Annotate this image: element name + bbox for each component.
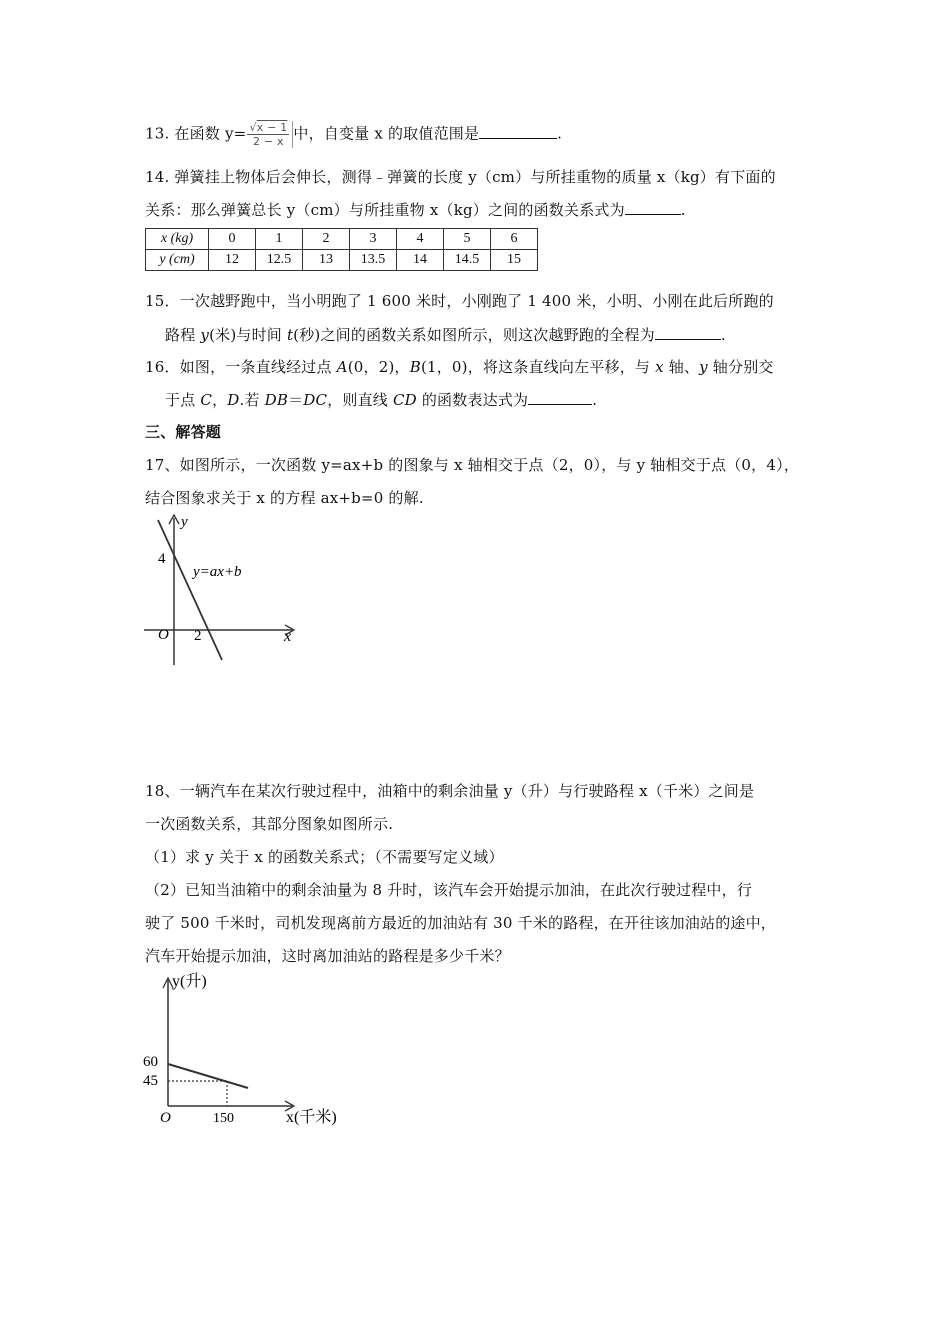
q13-prefix: 13. 在函数 y= <box>145 124 247 143</box>
fig17-y-tick: 4 <box>158 551 166 567</box>
table-row <box>146 229 538 250</box>
table-cell: 14 <box>397 250 444 271</box>
table-cell: 0 <box>209 229 256 250</box>
table-row-label: x (kg) <box>146 229 209 250</box>
q16-line-1: 16．如图，一条直线经过点 A(0，2)，B(1，0)，将这条直线向左平移，与 x 轴、y 轴分别交 <box>145 358 774 376</box>
table-row-label: y (cm) <box>146 250 209 271</box>
q18-line-2: 一次函数关系，其部分图象如图所示. <box>145 815 394 833</box>
fig18-x-label: x(千米) <box>286 1109 337 1126</box>
table-cell: 3 <box>350 229 397 250</box>
table-row <box>146 250 538 271</box>
q13-answer-blank[interactable] <box>479 124 557 139</box>
q18-line-4: （2）已知当油箱中的剩余油量为 8 升时，该汽车会开始提示加油，在此次行驶过程中，行 <box>145 881 753 899</box>
table-cell: 13.5 <box>350 250 397 271</box>
q16-answer-blank[interactable] <box>528 390 592 405</box>
fig18-y-tick-60: 60 <box>143 1054 158 1070</box>
q14-line-1: 14. 弹簧挂上物体后会伸长，测得﹣弹簧的长度 y（cm）与所挂重物的质量 x（kg）有下面的 <box>145 168 776 186</box>
function-line <box>168 1064 248 1088</box>
q16-line-2: 于点 C，D.若 DB＝DC，则直线 CD 的函数表达式为 . <box>165 391 598 409</box>
section-heading: 三、解答题 <box>145 423 222 441</box>
table-cell: 15 <box>491 250 538 271</box>
q17-line-2: 结合图象求关于 x 的方程 ax+b=0 的解. <box>145 489 424 507</box>
fig17-line-label: y=ax+b <box>193 564 242 580</box>
q15-line-1: 15．一次越野跑中，当小明跑了 1 600 米时，小刚跑了 1 400 米，小明、小刚在此后所跑的 <box>145 292 774 310</box>
fig18-origin: O <box>160 1110 171 1126</box>
q13-suffix: 中，自变量 x 的取值范围是 <box>293 124 480 143</box>
q14-table <box>145 228 538 271</box>
q18-line-1: 18、一辆汽车在某次行驶过程中，油箱中的剩余油量 y（升）与行驶路程 x（千米）之间是 <box>145 782 755 800</box>
q13-fraction: $\frac{√x - 1}{2 - x}$ <box>246 121 293 148</box>
q18-line-5: 驶了 500 千米时，司机发现离前方最近的加油站有 30 千米的路程，在开往该加油站的途中， <box>145 914 776 932</box>
q14-line-2: 关系：那么弹簧总长 y（cm）与所挂重物 x（kg）之间的函数关系式为 . <box>145 201 686 219</box>
q13-frac-den: 2 − x <box>253 135 284 148</box>
fig17-x-tick: 2 <box>194 628 202 644</box>
table-cell: 4 <box>397 229 444 250</box>
table-cell: 14.5 <box>444 250 491 271</box>
q18-line-6: 汽车开始提示加油，这时离加油站的路程是多少千米？ <box>145 947 510 965</box>
q15-line-2: 路程 y(米)与时间 t(秒)之间的函数关系如图所示，则这次越野跑的全程为 . <box>165 326 726 344</box>
table-cell: 2 <box>303 229 350 250</box>
table-cell: 6 <box>491 229 538 250</box>
table-cell: 12.5 <box>256 250 303 271</box>
q18-figure <box>140 968 350 1128</box>
fig18-y-label: y(升) <box>172 973 207 990</box>
fig18-y-tick-45: 45 <box>143 1073 158 1089</box>
table-cell: 13 <box>303 250 350 271</box>
table-cell: 5 <box>444 229 491 250</box>
q13-frac-num: x − 1 <box>256 121 288 134</box>
q17-figure <box>140 510 310 670</box>
fig18-x-tick-150: 150 <box>213 1111 234 1126</box>
fig17-y-label: y <box>181 514 188 530</box>
fig17-origin: O <box>158 627 169 643</box>
q14-answer-blank[interactable] <box>625 200 681 215</box>
q18-line-3: （1）求 y 关于 x 的函数关系式；（不需要写定义域） <box>145 848 504 866</box>
q15-answer-blank[interactable] <box>655 325 721 340</box>
table-cell: 12 <box>209 250 256 271</box>
table-cell: 1 <box>256 229 303 250</box>
q17-line-1: 17、如图所示，一次函数 y=ax+b 的图象与 x 轴相交于点（2，0），与 y 轴相交于点（0，4）， <box>145 456 800 474</box>
fig17-x-label: x <box>284 628 292 645</box>
q13-line: 13. 在函数 y= $\frac{√x - 1}{2 - x}$ 中，自变量 x 的取值范围是 . <box>145 121 563 148</box>
